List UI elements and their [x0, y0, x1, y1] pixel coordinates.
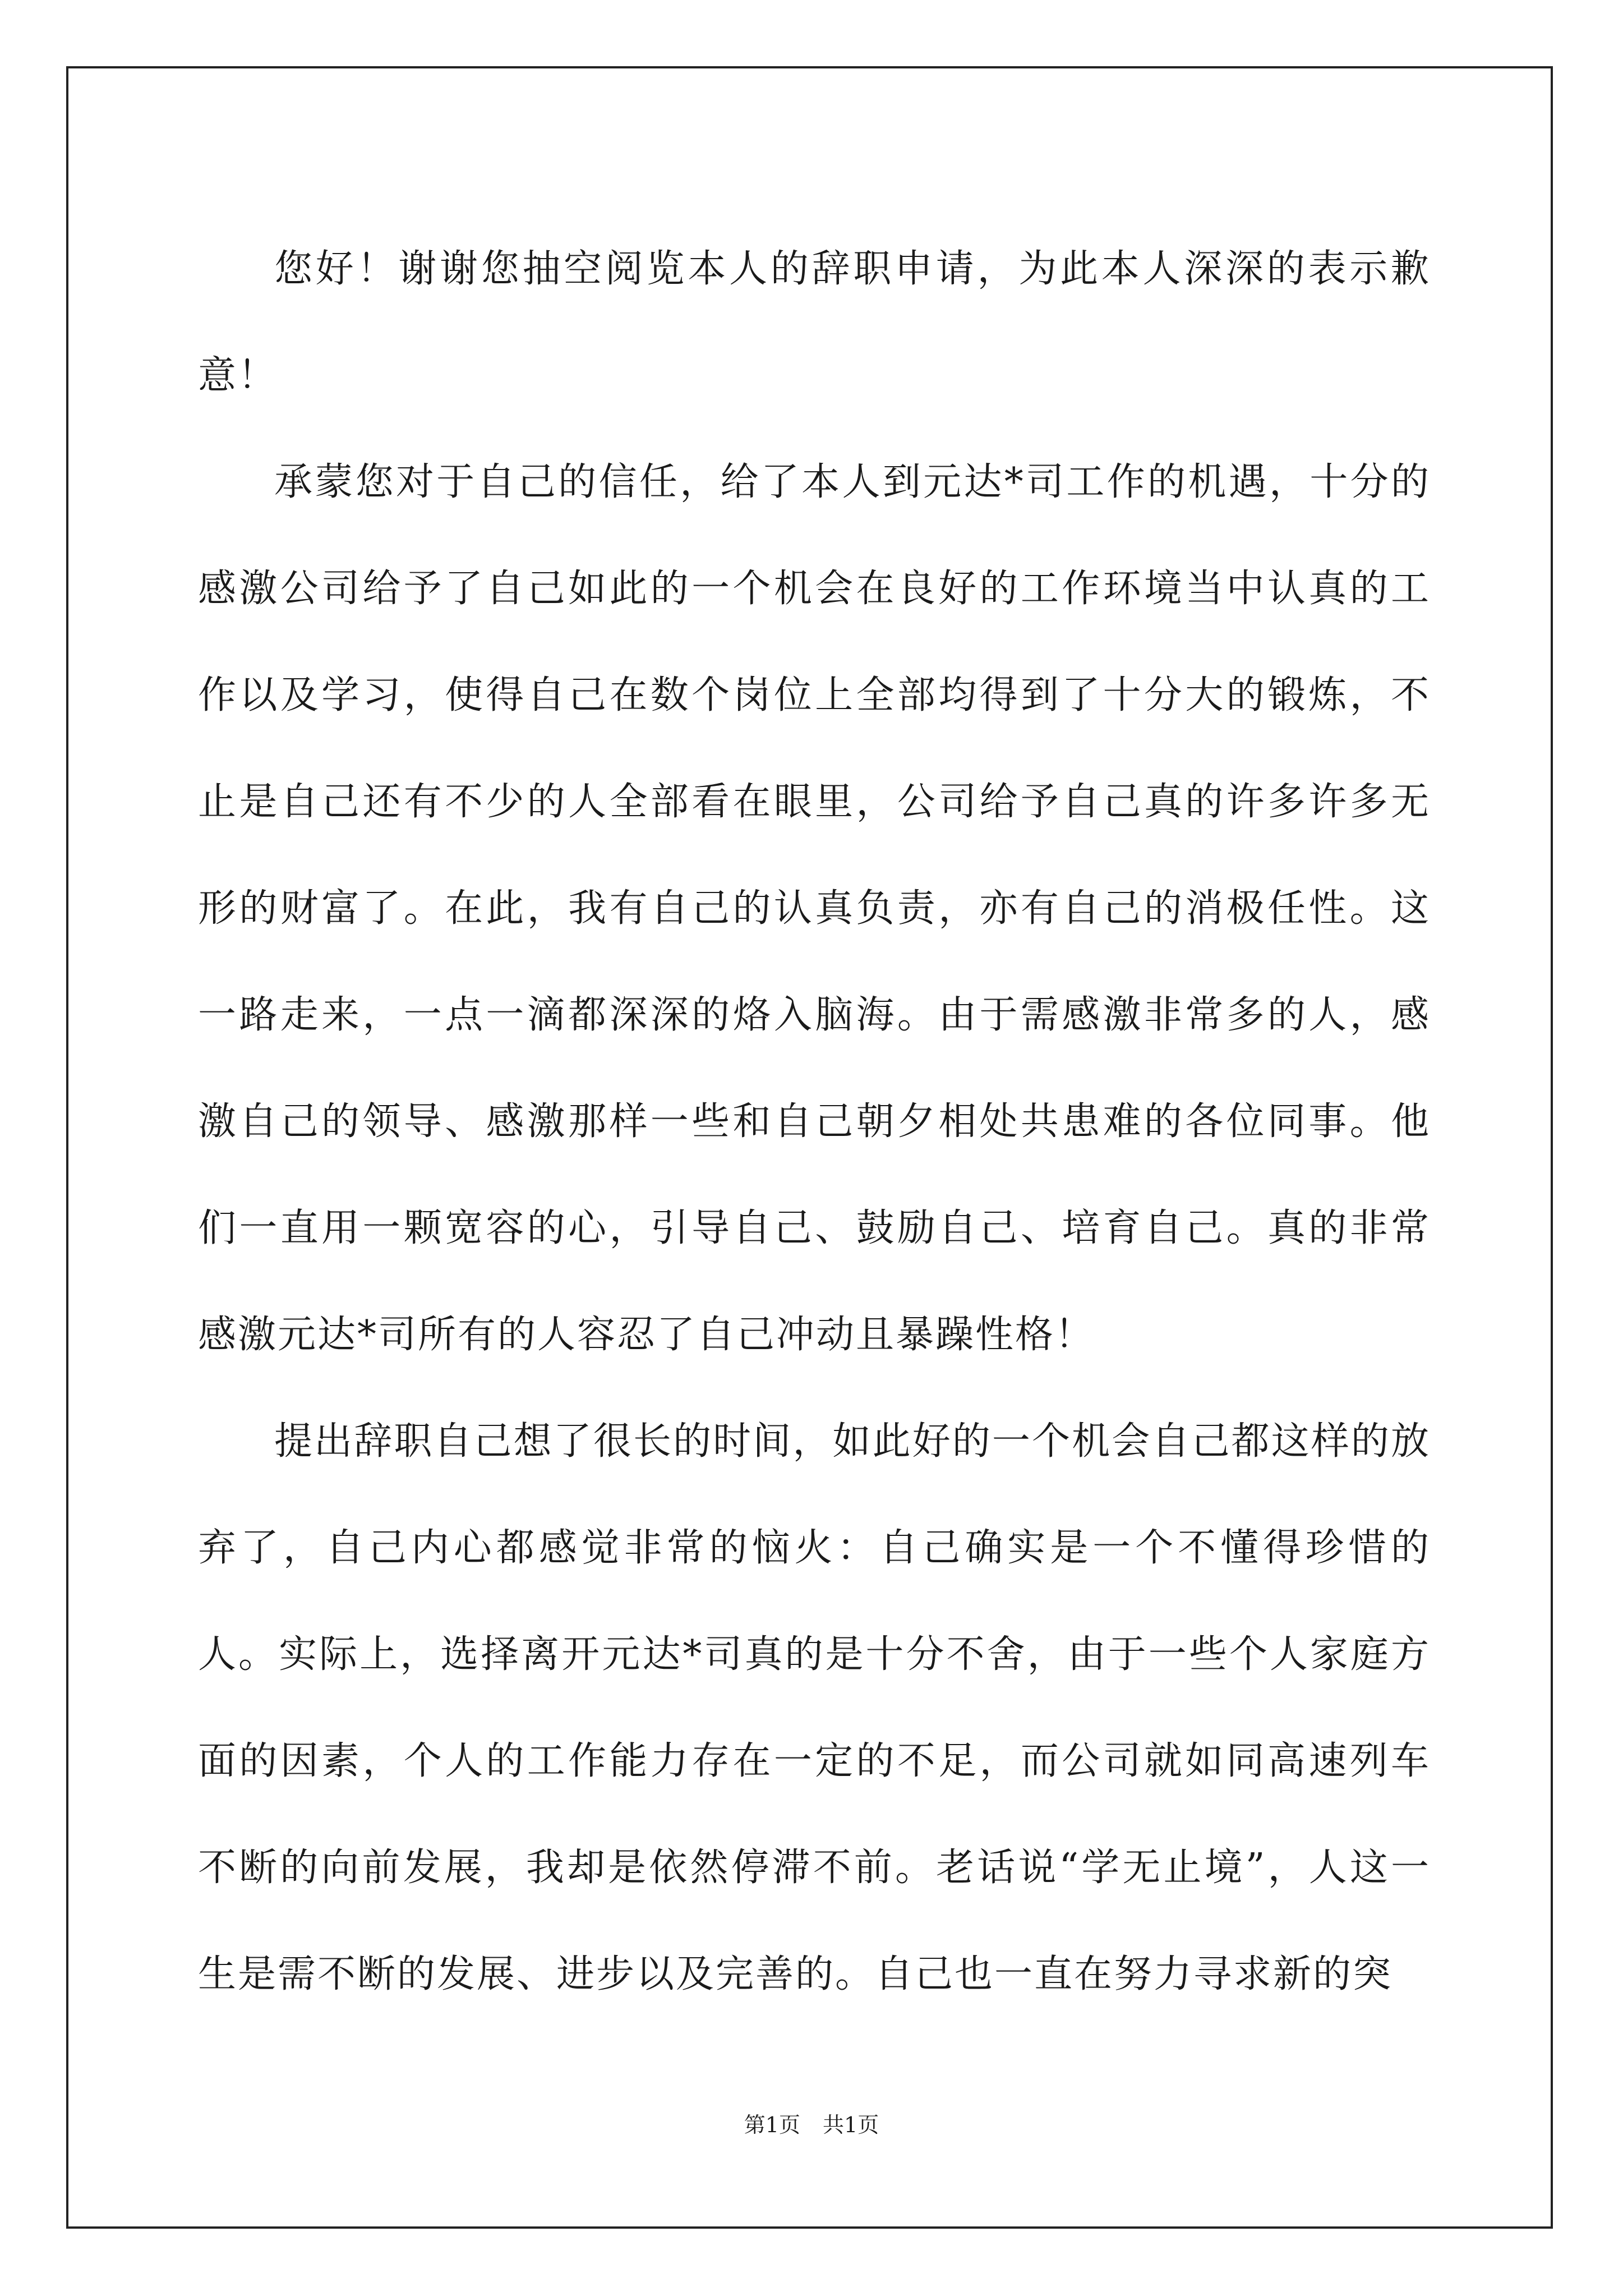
- document-body: [198, 216, 1431, 2028]
- page-footer: [0, 2108, 1623, 2142]
- paragraph-resignation-reason: 提出辞职自己想了很长的时间，如此好的一个机会自己都这样的放弃了，自己内心都感觉非常的恼火：自己确实是一个不懂得珍惜的人。实际上，选择离开元达*司真的是十分不舍，由于一些个人家庭方面的因素，个人的工作能力存在一定的不足，而公司就如同高速列车不断的向前发展，我却是依然停滞不前。老话说“学无止境”，人这一生是需不断的发展、进步以及完善的。自己也一直在努力寻求新的突: [198, 1419, 1431, 1996]
- page-number: 第1页: [744, 2113, 800, 2137]
- paragraph-greeting: 您好！谢谢您抽空阅览本人的辞职申请，为此本人深深的表示歉意！: [198, 247, 1431, 398]
- paragraph-gratitude: 承蒙您对于自己的信任，给了本人到元达*司工作的机遇，十分的感激公司给予了自己如此的一个机会在良好的工作环境当中认真的工作以及学习，使得自己在数个岗位上全部均得到了十分大的锻炼，不止是自己还有不少的人全部看在眼里，公司给予自己真的许多许多无形的财富了。在此，我有自己的认真负责，亦有自己的消极任性。这一路走来，一点一滴都深深的烙入脑海。由于需感激非常多的人，感激自己的领导、感激那样一些和自己朝夕相处共患难的各位同事。他们一直用一颗宽容的心，引导自己、鼓励自己、培育自己。真的非常感激元达*司所有的人容忍了自己冲动且暴躁性格！: [198, 460, 1431, 1357]
- page-total: 共1页: [823, 2113, 879, 2137]
